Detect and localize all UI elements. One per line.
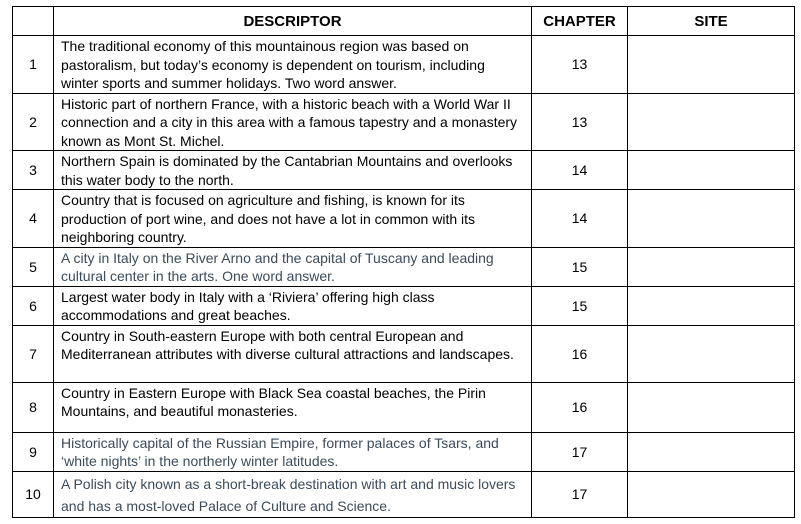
row-descriptor: Historically capital of the Russian Empire, former palaces of Tsars, and ‘white nights’ in the northerly winter latitudes.	[54, 432, 532, 471]
row-site[interactable]	[628, 190, 795, 248]
descriptor-table	[12, 6, 795, 518]
row-chapter: 14	[532, 151, 628, 190]
row-descriptor: A Polish city known as a short-break destination with art and music lovers and has a most-loved Palace of Culture and Science.	[54, 471, 532, 517]
row-descriptor: Largest water body in Italy with a ‘Riviera’ offering high class accommodations and great beaches.	[54, 286, 532, 325]
row-chapter: 17	[532, 471, 628, 517]
row-site[interactable]	[628, 286, 795, 325]
table-row	[13, 382, 795, 432]
row-chapter: 14	[532, 190, 628, 248]
table-row	[13, 471, 795, 517]
row-number: 3	[13, 151, 54, 190]
row-number: 10	[13, 471, 54, 517]
row-number: 6	[13, 286, 54, 325]
row-site[interactable]	[628, 325, 795, 382]
table-row	[13, 93, 795, 151]
row-chapter: 13	[532, 36, 628, 94]
header-chapter: CHAPTER	[532, 7, 628, 36]
row-site[interactable]	[628, 36, 795, 94]
row-site[interactable]	[628, 382, 795, 432]
row-chapter: 16	[532, 325, 628, 382]
row-chapter: 16	[532, 382, 628, 432]
row-number: 2	[13, 93, 54, 151]
header-row	[13, 7, 795, 36]
table-row	[13, 190, 795, 248]
table-row	[13, 151, 795, 190]
table-row	[13, 247, 795, 286]
row-descriptor: A city in Italy on the River Arno and the capital of Tuscany and leading cultural center in the arts. One word answer.	[54, 247, 532, 286]
row-site[interactable]	[628, 432, 795, 471]
row-number: 5	[13, 247, 54, 286]
row-site[interactable]	[628, 247, 795, 286]
row-number: 7	[13, 325, 54, 382]
row-chapter: 15	[532, 247, 628, 286]
row-descriptor: Country in Eastern Europe with Black Sea coastal beaches, the Pirin Mountains, and beautiful monasteries.	[54, 382, 532, 432]
table-row	[13, 286, 795, 325]
header-site: SITE	[628, 7, 795, 36]
row-chapter: 15	[532, 286, 628, 325]
row-descriptor: Northern Spain is dominated by the Cantabrian Mountains and overlooks this water body to the north.	[54, 151, 532, 190]
table-row	[13, 432, 795, 471]
row-chapter: 17	[532, 432, 628, 471]
row-descriptor: Historic part of northern France, with a historic beach with a World War II connection and a city in this area with a famous tapestry and a monastery known as Mont St. Michel.	[54, 93, 532, 151]
row-site[interactable]	[628, 471, 795, 517]
row-number: 9	[13, 432, 54, 471]
header-number	[13, 7, 54, 36]
row-number: 1	[13, 36, 54, 94]
row-descriptor: Country that is focused on agriculture and fishing, is known for its production of port wine, and does not have a lot in common with its neighboring country.	[54, 190, 532, 248]
row-site[interactable]	[628, 93, 795, 151]
row-number: 8	[13, 382, 54, 432]
row-number: 4	[13, 190, 54, 248]
table-row	[13, 36, 795, 94]
row-descriptor: The traditional economy of this mountainous region was based on pastoralism, but today’s economy is dependent on tourism, including winter sports and summer holidays. Two word answer.	[54, 36, 532, 94]
row-chapter: 13	[532, 93, 628, 151]
row-site[interactable]	[628, 151, 795, 190]
header-descriptor: DESCRIPTOR	[54, 7, 532, 36]
table-row	[13, 325, 795, 382]
row-descriptor: Country in South-eastern Europe with both central European and Mediterranean attributes with diverse cultural attractions and landscapes.	[54, 325, 532, 382]
